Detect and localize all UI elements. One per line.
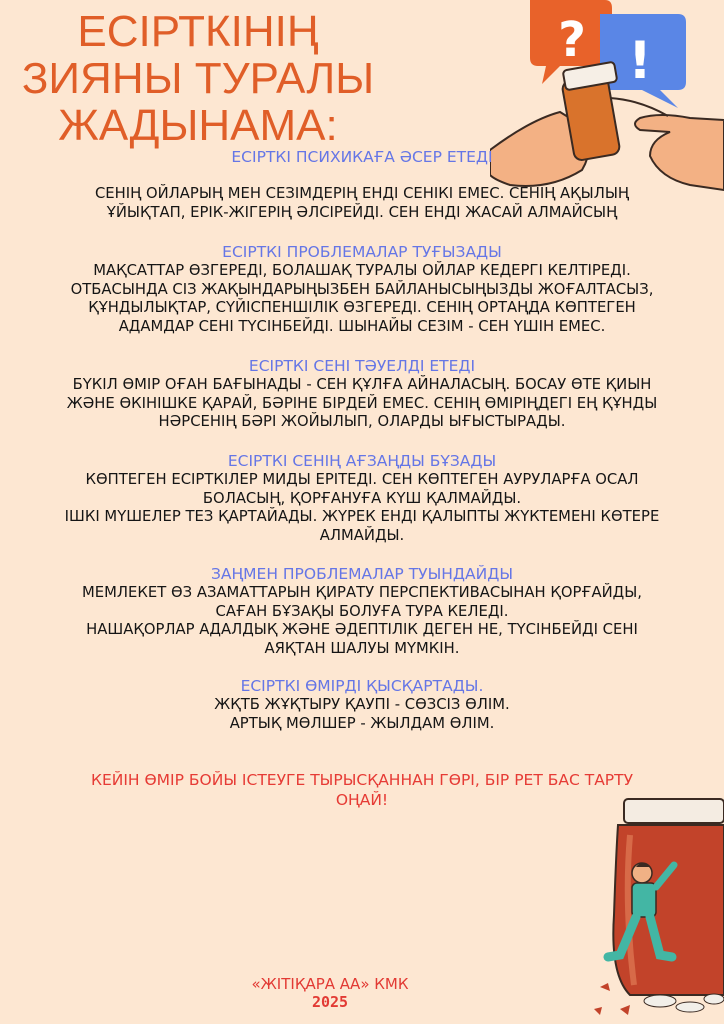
section-problems <box>0 243 724 336</box>
title-line: ЗИЯНЫ ТУРАЛЫ <box>21 54 375 103</box>
svg-text:!: ! <box>628 31 652 91</box>
title-line: ЖАДЫНАМА: <box>58 101 338 150</box>
section-heading: ЕСІРТКІ ӨМІРДІ ҚЫСҚАРТАДЫ. <box>240 677 484 695</box>
section-text-line: ҚҰНДЫЛЫҚТАР, СҮЙІСПЕНШІЛІК ӨЗГЕРЕДІ. СЕНІҢ ОРТАҢДА КӨПТЕГЕН <box>88 299 636 316</box>
section-text-line: ІШКІ МҮШЕЛЕР ТЕЗ ҚАРТАЙАДЫ. ЖҮРЕК ЕНДІ ҚАЛЫПТЫ ЖҮКТЕМЕНІ КӨТЕРЕ <box>64 508 660 525</box>
section-law <box>0 565 724 658</box>
footer-org: «ЖІТІҚАРА АА» КМК <box>251 975 409 993</box>
section-heading: ЕСІРТКІ ПРОБЛЕМАЛАР ТУҒЫЗАДЫ <box>222 243 502 261</box>
section-text-line: ҰЙЫҚТАП, ЕРІК-ЖІГЕРІҢ ӘЛСІРЕЙДІ. СЕН ЕНДІ ЖАСАЙ АЛМАЙСЫҢ <box>106 203 618 221</box>
section-heading: ЕСІРТКІ СЕНІ ТӘУЕЛДІ ЕТЕДІ <box>248 357 476 375</box>
section-text-line: АДАМДАР СЕНІ ТҮСІНБЕЙДІ. ШЫНАЙЫ СЕЗІМ - СЕН ҮШІН ЕМЕС. <box>118 317 606 335</box>
section-text-line: САҒАН БҰЗАҚЫ БОЛУҒА ТУРА КЕЛЕДІ. <box>215 602 509 620</box>
section-text-line: МЕМЛЕКЕТ ӨЗ АЗАМАТТАРЫН ҚИРАТУ ПЕРСПЕКТИВАСЫНАН ҚОРҒАЙДЫ, <box>82 584 642 601</box>
section-heading: ЕСІРТКІ ПСИХИКАҒА ӘСЕР ЕТЕДІ <box>231 148 493 166</box>
section-text-line: ЖӘНЕ ӨКІНІШКЕ ҚАРАЙ, БӘРІНЕ БІРДЕЙ ЕМЕС. СЕНІҢ ӨМІРІҢДЕГІ ЕҢ ҚҰНДЫ <box>66 394 658 412</box>
footer <box>200 975 460 1011</box>
svg-text:?: ? <box>558 12 586 68</box>
section-dependence <box>0 357 724 432</box>
exclamation-bubble-icon <box>600 14 686 108</box>
section-text-line: МАҚСАТТАР ӨЗГЕРЕДІ, БОЛАШАҚ ТУРАЛЫ ОЙЛАР КЕДЕРГІ КЕЛТІРЕДІ. <box>93 262 631 279</box>
section-text-line: БОЛАСЫҢ, ҚОРҒАНУҒА КҮШ ҚАЛМАЙДЫ. <box>202 489 522 507</box>
pill-jar-boy-illustration <box>590 795 724 1024</box>
cta-line: КЕЙІН ӨМІР БОЙЫ ІСТЕУГЕ ТЫРЫСҚАННАН ГӨРІ, БІР РЕТ БАС ТАРТУ <box>90 771 634 789</box>
section-text-line: ЖҚТБ ЖҰҚТЫРУ ҚАУПІ - СӨЗСІЗ ӨЛІМ. <box>214 696 510 713</box>
cta-line: ОҢАЙ! <box>335 791 389 809</box>
title-line: ЕСІРТКІНІҢ <box>77 7 319 56</box>
section-psyche <box>0 148 724 222</box>
section-text-line: БҮКІЛ ӨМІР ОҒАН БАҒЫНАДЫ - СЕН ҚҰЛҒА АЙНАЛАСЫҢ. БОСАУ ӨТЕ ҚИЫН <box>72 376 652 393</box>
footer-year: 2025 <box>311 993 349 1011</box>
page-title <box>8 8 388 149</box>
section-heading: ЕСІРТКІ СЕНІҢ АҒЗАҢДЫ БҰЗАДЫ <box>227 452 497 470</box>
section-text-line: АЯҚТАН ШАЛУЫ МҮМКІН. <box>264 639 460 657</box>
section-text-line: СЕНІҢ ОЙЛАРЫҢ МЕН СЕЗІМДЕРІҢ ЕНДІ СЕНІКІ ЕМЕС. СЕНІҢ АҚЫЛЫҢ <box>94 185 630 202</box>
section-text-line: АРТЫҚ МӨЛШЕР - ЖЫЛДАМ ӨЛІМ. <box>229 714 495 732</box>
section-text-line: НАШАҚОРЛАР АДАЛДЫҚ ЖӘНЕ ӘДЕПТІЛІК ДЕГЕН НЕ, ТҮСІНБЕЙДІ СЕНІ <box>86 621 638 638</box>
section-body <box>0 452 724 545</box>
section-life <box>0 677 724 733</box>
section-text-line: КӨПТЕГЕН ЕСІРТКІЛЕР МИДЫ ЕРІТЕДІ. СЕН КӨПТЕГЕН АУРУЛАРҒА ОСАЛ <box>85 471 639 488</box>
section-text-line: ОТБАСЫНДА СІЗ ЖАҚЫНДАРЫҢЫЗБЕН БАЙЛАНЫСЫҢЫЗДЫ ЖОҒАЛТАСЫЗ, <box>70 280 654 298</box>
section-text-line: АЛМАЙДЫ. <box>319 526 405 544</box>
section-heading: ЗАҢМЕН ПРОБЛЕМАЛАР ТУЫНДАЙДЫ <box>210 565 514 583</box>
section-text-line: НӘРСЕНІҢ БӘРІ ЖОЙЫЛЫП, ОЛАРДЫ ЫҒЫСТЫРАДЫ. <box>158 413 566 430</box>
